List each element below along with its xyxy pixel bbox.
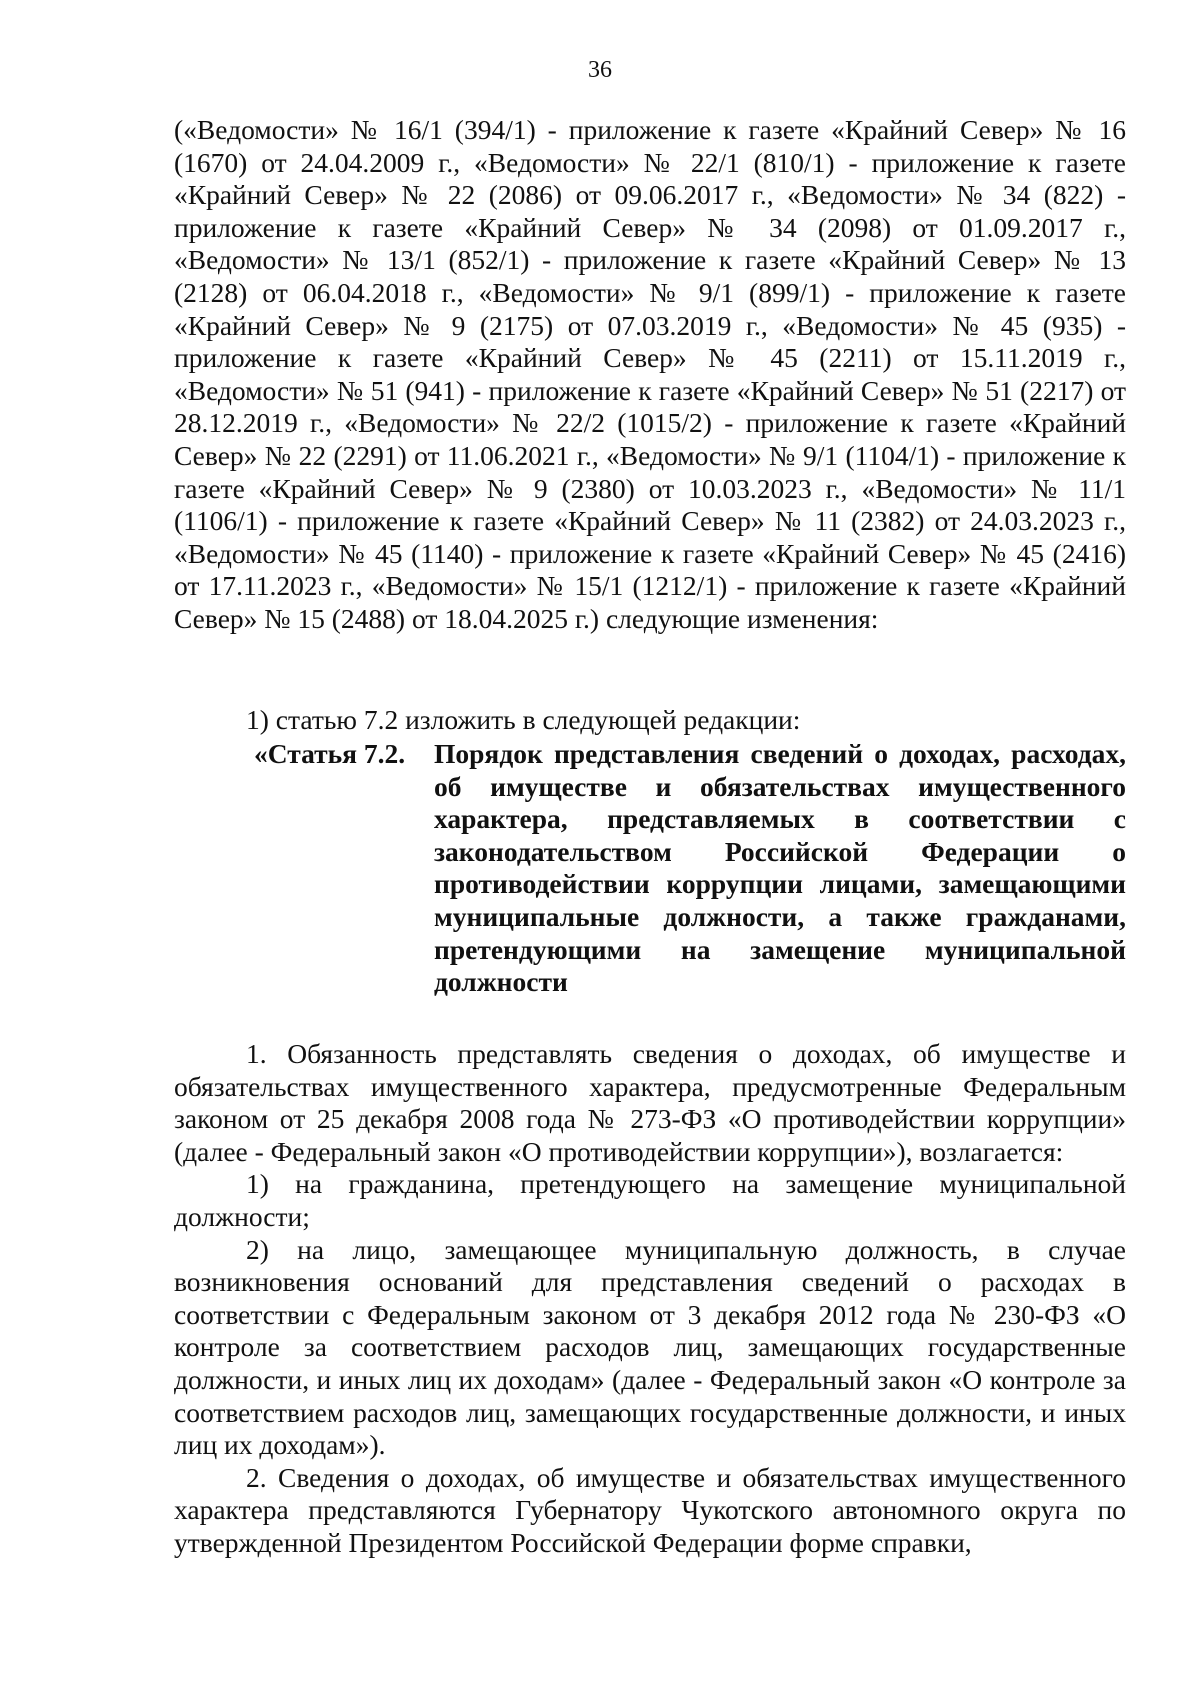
page-number: 36 [588, 57, 612, 83]
paragraph-2: 2. Сведения о доходах, об имуществе и обязательствах имущественного характера представляются Губернатору Чукотского автономного округа по утвержденной Президентом Российской Федерации форме справки, [174, 1461, 1126, 1558]
intro-paragraph: («Ведомости» № 16/1 (394/1) - приложение к газете «Крайний Север» № 16 (1670) от 24.04.2009 г., «Ведомости» № 22/1 (810/1) - приложение к газете «Крайний Север» № 22 (2086) от 09.06.2017 г., «Ведомости» № 34 (822) - приложение к газете «Крайний Север» № 34 (2098) от 01.09.2017 г., «Ведомости» № 13/1 (852/1) - приложение к газете «Крайний Север» № 13 (2128) от 06.04.2018 г., «Ведомости» № 9/1 (899/1) - приложение к газете «Крайний Север» № 9 (2175) от 07.03.2019 г., «Ведомости» № 45 (935) - приложение к газете «Крайний Север» № 45 (2211) от 15.11.2019 г., «Ведомости» № 51 (941) - приложение к газете «Крайний Север» № 51 (2217) от 28.12.2019 г., «Ведомости» № 22/2 (1015/2) - приложение к газете «Крайний Север» № 22 (2291) от 11.06.2021 г., «Ведомости» № 9/1 (1104/1) - приложение к газете «Крайний Север» № 9 (2380) от 10.03.2023 г., «Ведомости» № 11/1 (1106/1) - приложение к газете «Крайний Север» № 11 (2382) от 24.03.2023 г., «Ведомости» № 45 (1140) - приложение к газете «Крайний Север» № 45 (2416) от 17.11.2023 г., «Ведомости» № 15/1 (1212/1) - приложение к газете «Крайний Север» № 15 (2488) от 18.04.2025 г.) следующие изменения: [174, 114, 1126, 634]
paragraph-1-item-2: 2) на лицо, замещающее муниципальную должность, в случае возникновения оснований для представления сведений о расходах в соответствии с Федеральным законом от 3 декабря 2012 года № 230-ФЗ «О контроле за соответствием расходов лиц, замещающих государственные должности, и иных лиц их доходам» (далее - Федеральный закон «О контроле за соответствием расходов лиц, замещающих государственные должности, и иных лиц их доходам»). [174, 1233, 1126, 1461]
article-body [174, 1038, 1126, 1560]
article-title: Порядок представления сведений о доходах, расходах, об имуществе и обязательствах имущественного характера, представляемых в соответствии с законодательством Российской Федерации о противодействии коррупции лицами, замещающими муниципальные должности, а также гражданами, претендующими на замещение муниципальной должности [434, 738, 1126, 998]
intro-block [174, 114, 1126, 636]
amendment-item-1: 1) статью 7.2 изложить в следующей редакции: [246, 704, 801, 735]
article-label: «Статья 7.2. [254, 738, 406, 769]
paragraph-1: 1. Обязанность представлять сведения о доходах, об имуществе и обязательствах имущественного характера, предусмотренные Федеральным законом от 25 декабря 2008 года № 273-ФЗ «О противодействии коррупции» (далее - Федеральный закон «О противодействии коррупции»), возлагается: [174, 1038, 1126, 1167]
paragraph-1-item-1: 1) на гражданина, претендующего на замещение муниципальной должности; [174, 1168, 1126, 1232]
